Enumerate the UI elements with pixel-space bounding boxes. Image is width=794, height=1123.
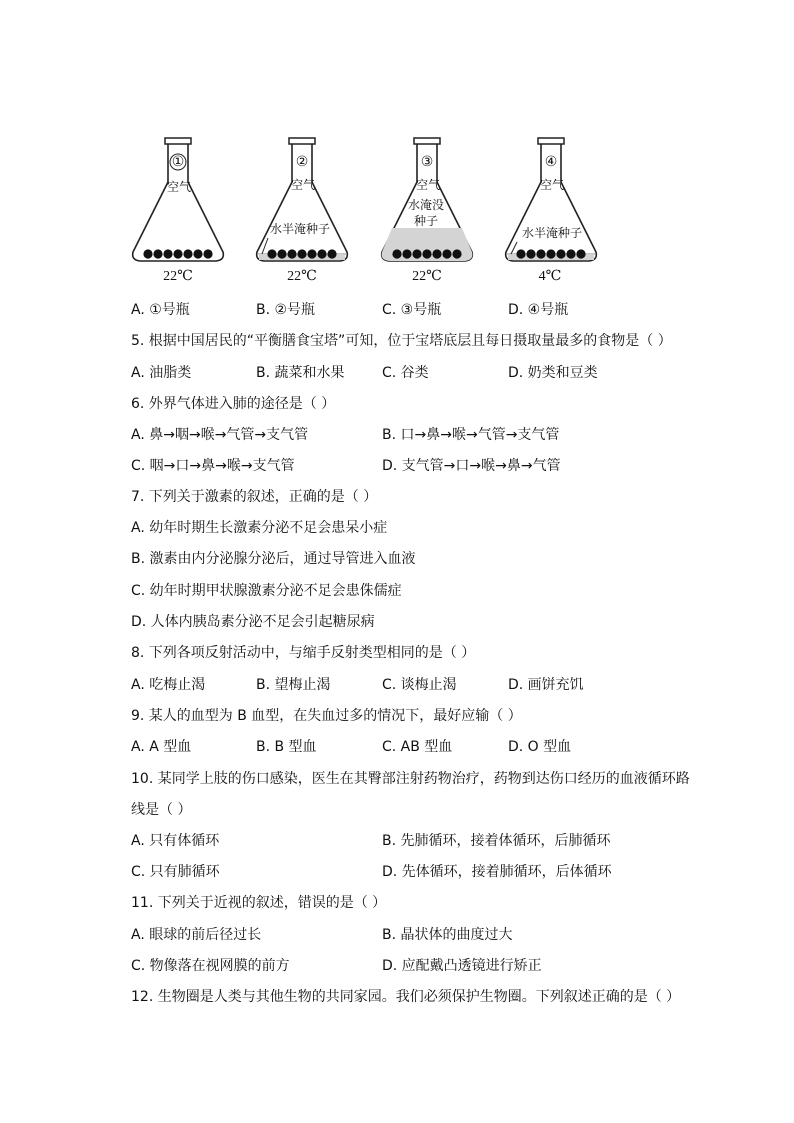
leader-line-4 xyxy=(511,242,517,254)
seed-germination-figure xyxy=(120,128,620,290)
q6-option-a: A. 鼻→咽→喉→气管→支气管 xyxy=(131,427,309,443)
q6-stem: 6. 外界气体进入肺的途径是（ ） xyxy=(131,396,336,412)
q7-option-d: D. 人体内胰岛素分泌不足会引起糖尿病 xyxy=(131,614,375,630)
q8-stem: 8. 下列各项反射活动中，与缩手反射类型相同的是（ ） xyxy=(131,645,476,661)
q11-stem: 11. 下列关于近视的叙述，错误的是（ ） xyxy=(131,895,387,911)
q4-option-b: B. ②号瓶 xyxy=(256,302,316,318)
q5-option-c: C. 谷类 xyxy=(382,365,429,381)
q7-option-a: A. 幼年时期生长激素分泌不足会患呆小症 xyxy=(131,520,388,536)
flask-3-water-label: 水淹没 xyxy=(407,198,445,212)
q9-option-b: B. B 型血 xyxy=(256,739,317,755)
q7-stem: 7. 下列关于激素的叙述，正确的是（ ） xyxy=(131,489,378,505)
flask-3-number: ③ xyxy=(420,154,434,170)
flask-3-air-label: 空气 xyxy=(415,178,441,192)
q8-option-a: A. 吃梅止渴 xyxy=(131,677,206,693)
q5-option-d: D. 奶类和豆类 xyxy=(508,365,598,381)
q11-option-c: C. 物像落在视网膜的前方 xyxy=(131,958,290,974)
flask-2-air-label: 空气 xyxy=(290,178,316,192)
q4-option-c: C. ③号瓶 xyxy=(382,302,442,318)
q11-option-d: D. 应配戴凸透镜进行矫正 xyxy=(382,958,542,974)
flask-3-temp: 22℃ xyxy=(412,269,442,284)
flask-4-temp: 4℃ xyxy=(538,269,562,284)
flask-1-number: ① xyxy=(171,154,185,170)
q10-option-c: C. 只有肺循环 xyxy=(131,864,220,880)
flask-3-seed-label: 种子 xyxy=(413,214,439,228)
flask-1-air-label: 空气 xyxy=(166,180,192,194)
q10-stem-line1: 10. 某同学上肢的伤口感染，医生在其臀部注射药物治疗，药物到达伤口经历的血液循环路 xyxy=(131,771,690,787)
q10-option-b: B. 先肺循环，接着体循环，后肺循环 xyxy=(382,833,611,849)
q8-option-d: D. 画饼充饥 xyxy=(508,677,584,693)
flask-4-water-label: 水半淹种子 xyxy=(521,226,583,240)
q4-option-d: D. ④号瓶 xyxy=(508,302,569,318)
q10-option-d: D. 先体循环，接着肺循环，后体循环 xyxy=(382,864,612,880)
q6-option-b: B. 口→鼻→喉→气管→支气管 xyxy=(382,427,560,443)
q9-stem: 9. 某人的血型为 B 血型，在失血过多的情况下，最好应输（ ） xyxy=(131,708,522,724)
q6-option-d: D. 支气管→口→喉→鼻→气管 xyxy=(382,458,561,474)
q9-option-d: D. O 型血 xyxy=(508,739,572,755)
q11-option-b: B. 晶状体的曲度过大 xyxy=(382,927,513,943)
q4-option-a: A. ①号瓶 xyxy=(131,302,190,318)
q9-option-a: A. A 型血 xyxy=(131,739,192,755)
q7-option-b: B. 激素由内分泌腺分泌后，通过导管进入血液 xyxy=(131,551,416,567)
flask-1-temp: 22℃ xyxy=(163,269,193,284)
flask-diagram xyxy=(120,128,620,290)
q5-option-a: A. 油脂类 xyxy=(131,365,192,381)
q5-option-b: B. 蔬菜和水果 xyxy=(256,365,345,381)
flask-2-number: ② xyxy=(295,154,309,170)
q7-option-c: C. 幼年时期甲状腺激素分泌不足会患侏儒症 xyxy=(131,583,402,599)
flask-2-water-label: 水半淹种子 xyxy=(269,222,331,236)
q8-option-b: B. 望梅止渴 xyxy=(256,677,331,693)
flask-2-temp: 22℃ xyxy=(287,269,317,284)
seeds xyxy=(143,249,585,258)
q12-stem: 12. 生物圈是人类与其他生物的共同家园。我们必须保护生物圈。下列叙述正确的是（ ） xyxy=(131,989,681,1005)
flask-4-number: ④ xyxy=(544,154,558,170)
q11-option-a: A. 眼球的前后径过长 xyxy=(131,927,262,943)
q5-stem: 5. 根据中国居民的“平衡膳食宝塔”可知，位于宝塔底层且每日摄取量最多的食物是（ ） xyxy=(131,333,672,349)
flask-4-air-label: 空气 xyxy=(539,178,565,192)
q10-option-a: A. 只有体循环 xyxy=(131,833,220,849)
q9-option-c: C. AB 型血 xyxy=(382,739,453,755)
q8-option-c: C. 谈梅止渴 xyxy=(382,677,457,693)
q10-stem-line2: 线是（ ） xyxy=(131,802,192,818)
q6-option-c: C. 咽→口→鼻→喉→支气管 xyxy=(131,458,295,474)
